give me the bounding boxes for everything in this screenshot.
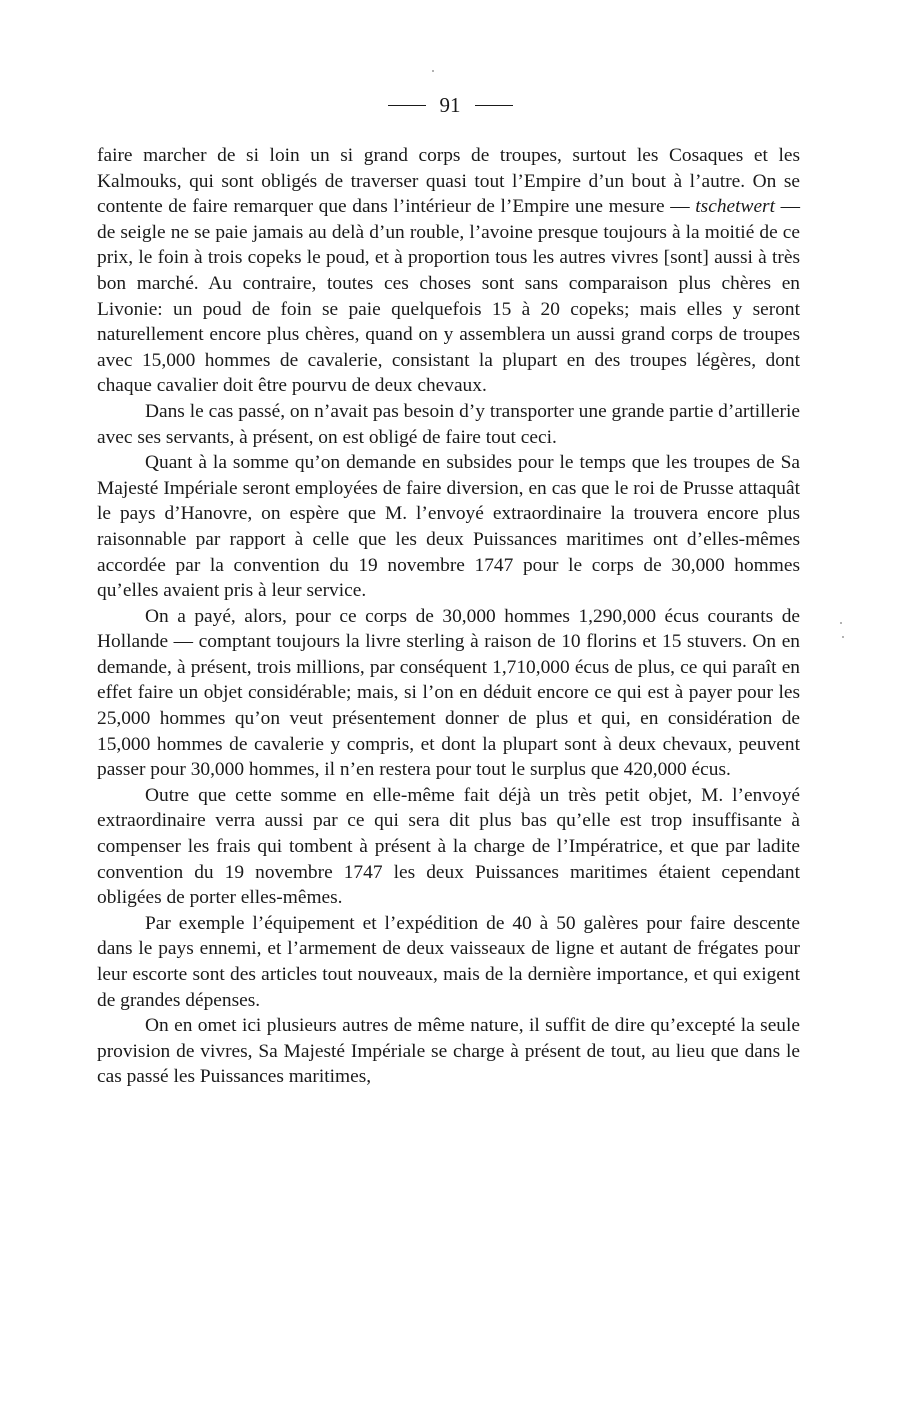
header-rule-right: [475, 105, 513, 106]
paragraph: Outre que cette somme en elle-même fait déjà un très petit objet, M. l’envoyé extraordinaire verra aussi par ce qui sera dit plus bas qu’elle est trop insuffisante à compenser les frais qui tombent à présent à la charge de l’Impératrice, et que par ladite convention du 19 novembre 1747 les deux Puissances maritimes étaient cependant obligées de porter elles-mêmes.: [97, 784, 800, 909]
italic-term: tschetwert: [695, 196, 775, 218]
paper-speck: [840, 622, 842, 624]
paragraph: Quant à la somme qu’on demande en subsides pour le temps que les troupes de Sa Majesté Impériale seront employées de faire diversion, en cas que le roi de Prusse attaquât le pays d’Hanovre, on espère que M. l’envoyé extraordinaire la trouvera encore plus raisonnable par rapport à celle que les deux Puissances maritimes ont d’elles-mêmes accordée par la convention du 19 novembre 1747 pour le corps de 30,000 hommes qu’elles avaient pris à leur service.: [97, 452, 800, 602]
paragraph-text: faire marcher de si loin un si grand corps de troupes, surtout les Cosaques et les Kalmouks, qui sont obligés de traverser quasi tout l’Empire d’un bout à l’autre. On se contente de faire remarquer que dans l’intérieur de l’Empire une mesure —: [97, 145, 800, 218]
paragraph: Par exemple l’équipement et l’expédition de 40 à 50 galères pour faire descente dans le pays ennemi, et l’armement de deux vaisseaux de ligne et autant de frégates pour leur escorte sont des articles tout nouveaux, mais de la dernière importance, et qui exigent de grandes dépenses.: [97, 912, 800, 1011]
paragraph: On a payé, alors, pour ce corps de 30,000 hommes 1,290,000 écus courants de Hollande — comptant toujours la livre sterling à raison de 10 florins et 15 stuvers. On en demande, à présent, trois millions, par conséquent 1,710,000 écus de plus, ce qui paraît en effet faire un objet considérable; mais, si l’on en déduit encore ce qui est à payer pour les 25,000 hommes qu’on veut présentement donner de plus et qui, en considération de 15,000 hommes de cavalerie y compris, et dont la plupart sont à deux chevaux, peuvent passer pour 30,000 hommes, il n’en restera pour tout le surplus que 420,000 écus.: [97, 605, 800, 781]
page-header: [0, 92, 900, 118]
paper-speck: [432, 70, 434, 72]
paragraph: On en omet ici plusieurs autres de même nature, il suffit de dire qu’excepté la seule provision de vivres, Sa Majesté Impériale se charge à présent de tout, au lieu que dans le cas passé les Puissances maritimes,: [97, 1015, 800, 1088]
header-rule-left: [388, 105, 426, 106]
paragraph: Dans le cas passé, on n’avait pas besoin d’y transporter une grande partie d’artillerie avec ses servants, à présent, on est obligé de faire tout ceci.: [97, 400, 800, 448]
paper-speck: [842, 636, 844, 638]
paragraph: [97, 143, 800, 399]
page-number: 91: [439, 93, 461, 117]
paragraph-text: — de seigle ne se paie jamais au delà d’un rouble, l’avoine presque toujours à la moitié de ce prix, le foin à trois copeks le poud, et à proportion tous les autres vivres [sont] aussi à très bon marché. Au contraire, toutes ces choses sont sans comparaison plus chères en Livonie: un poud de foin se paie quelquefois 15 à 20 copeks; mais elles y seront naturellement encore plus chères, quand on y assemblera un aussi grand corps de troupes avec 15,000 hommes de cavalerie, consistant la plupart en des troupes légères, dont chaque cavalier doit être pourvu de deux chevaux.: [97, 196, 800, 397]
body-text: [97, 143, 800, 1090]
